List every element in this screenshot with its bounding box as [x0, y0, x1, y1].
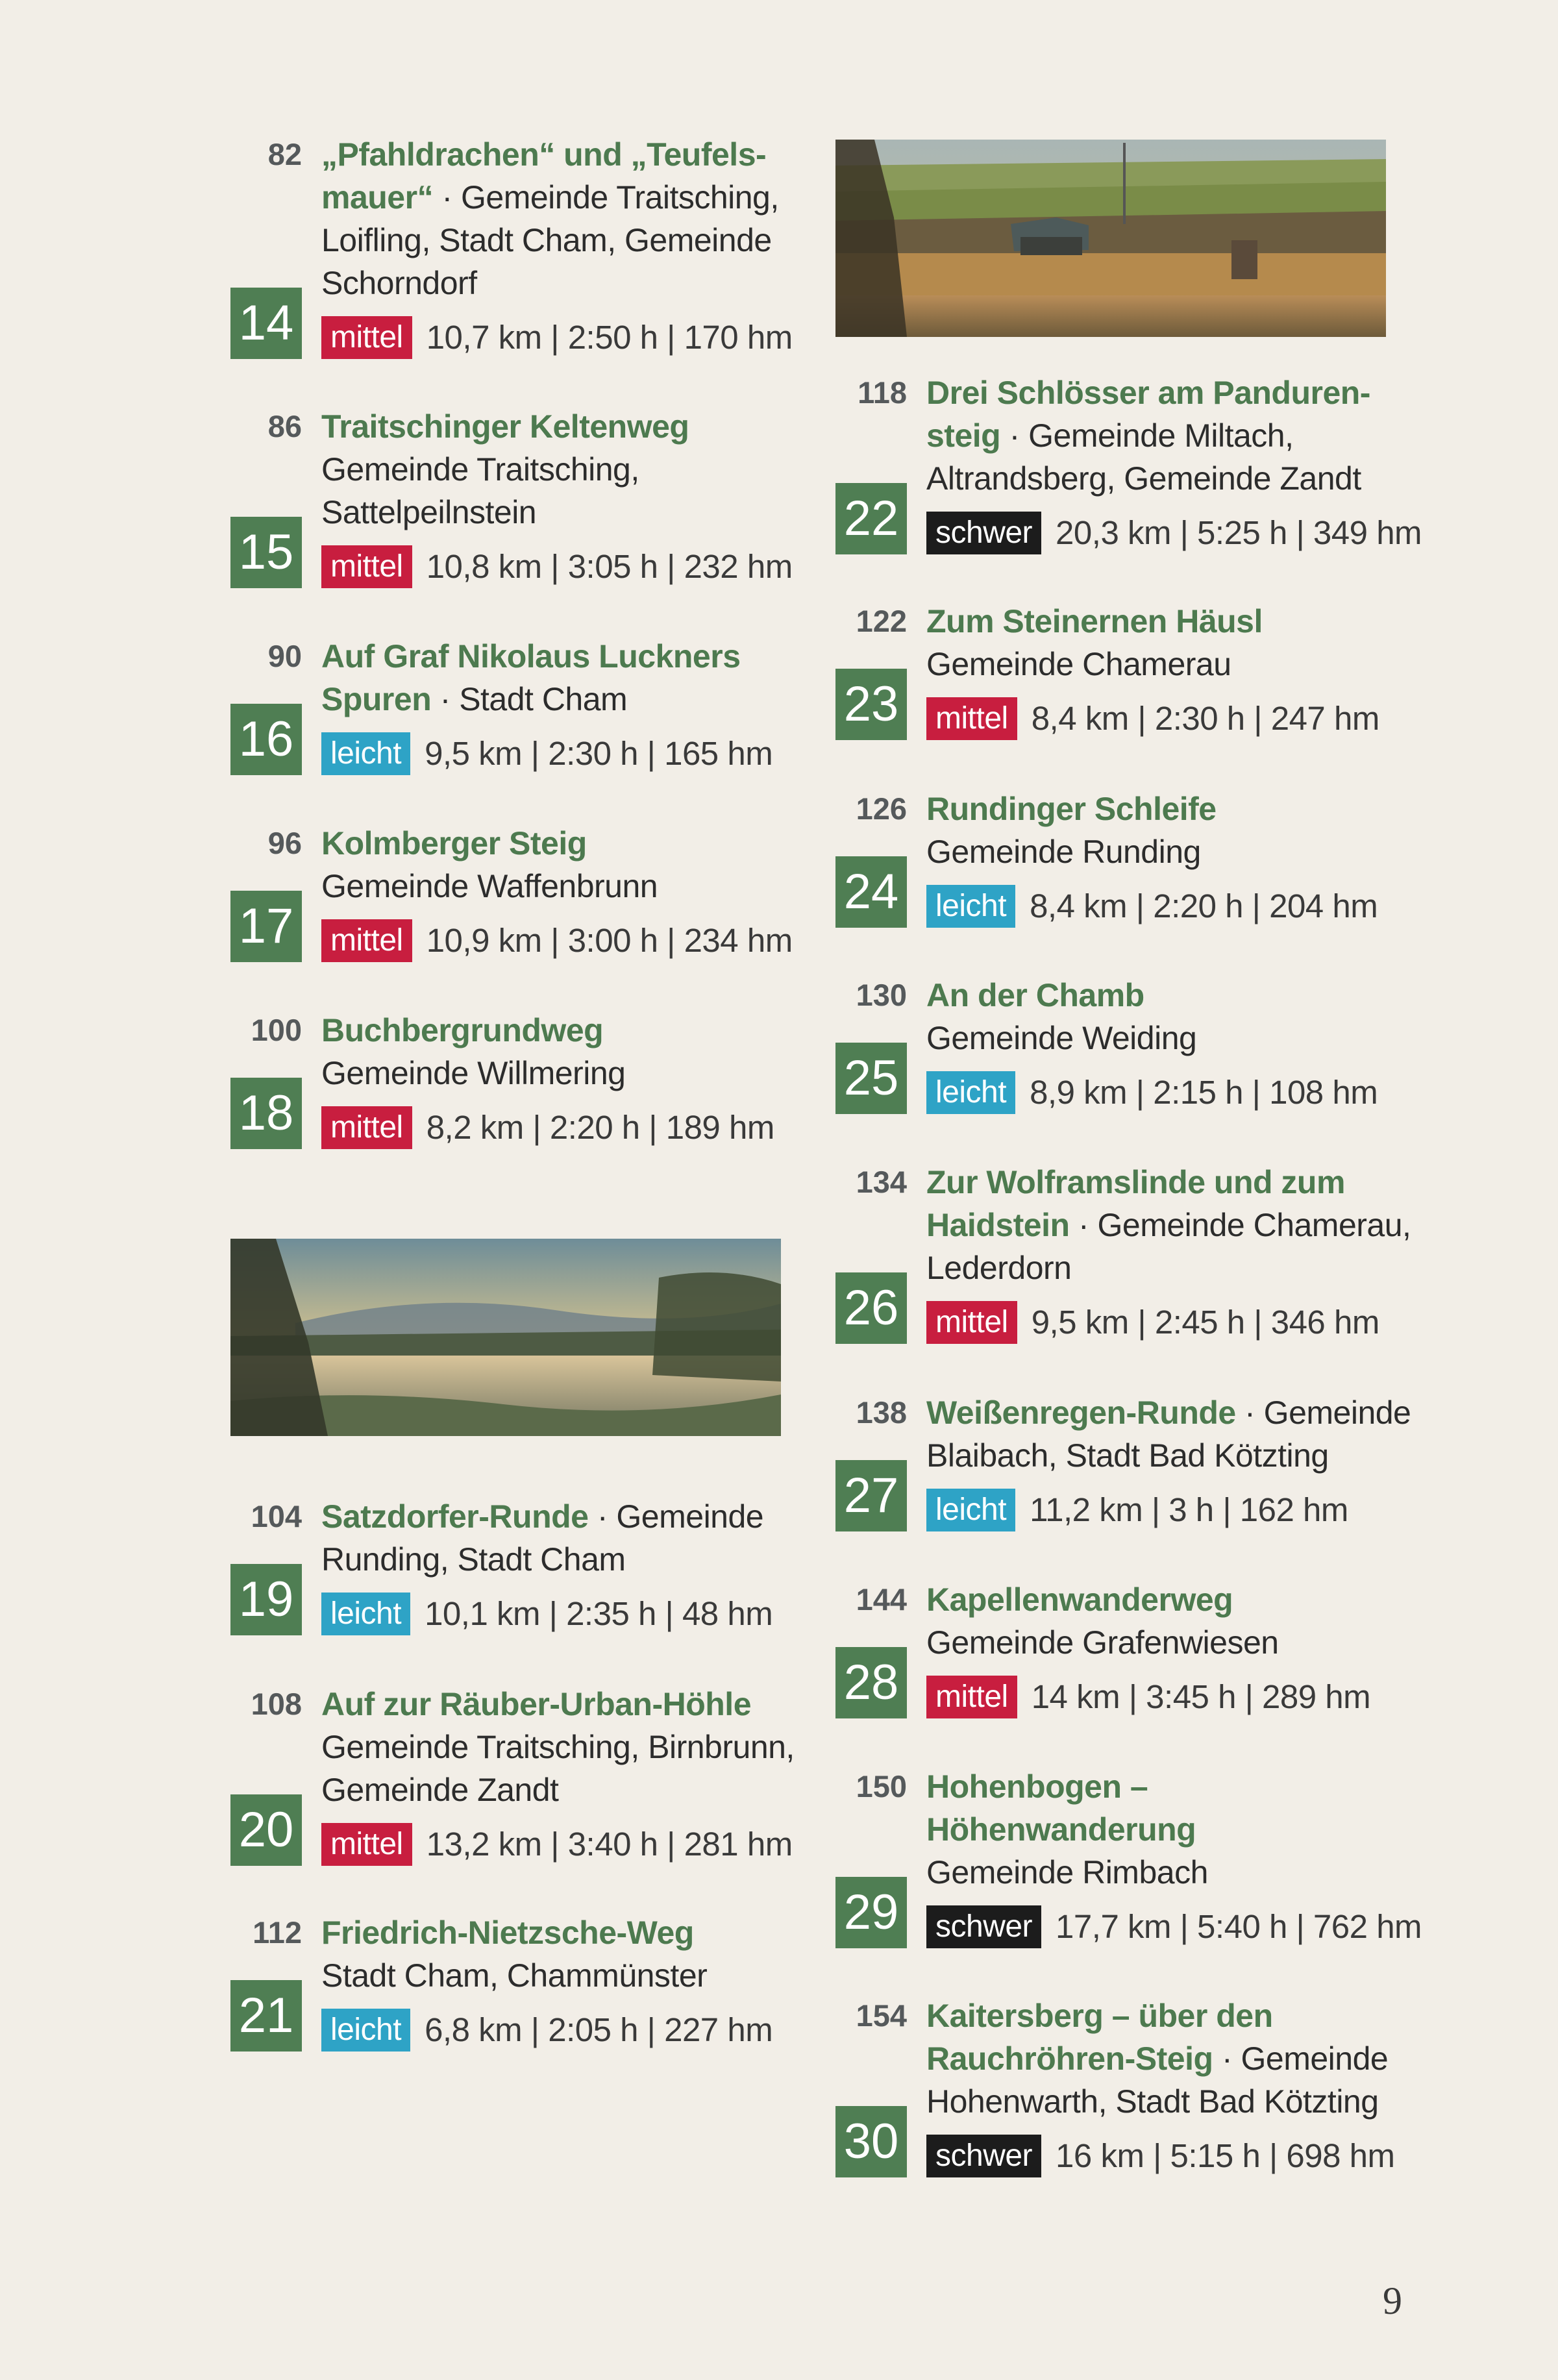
tour-title: An der Chamb: [926, 977, 1144, 1013]
tour-text-line: [926, 1434, 1407, 1477]
tour-title: Zum Steinernen Häusl: [926, 603, 1263, 639]
tour-description: [926, 371, 1422, 554]
tour-title: mauer“: [321, 179, 434, 216]
tour-description: [321, 1911, 802, 2052]
tour-stats: 10,8 km | 3:05 h | 232 hm: [426, 548, 793, 585]
tour-description: [926, 1161, 1411, 1344]
tour-page-number: 122: [856, 604, 907, 638]
tour-text-line: [926, 600, 1407, 643]
difficulty-badge: leicht: [926, 885, 1015, 928]
tour-text-line: [321, 822, 802, 865]
tour-text-line: [926, 457, 1407, 500]
tour-number-box: 17: [230, 891, 302, 962]
tour-text-line: [321, 133, 802, 176]
tour-location: Gemeinde: [1263, 1395, 1411, 1431]
tour-number-box: 27: [835, 1460, 907, 1531]
tour-page-number: 134: [856, 1165, 907, 1199]
difficulty-badge: mittel: [321, 545, 412, 588]
tour-text-line: [926, 414, 1407, 457]
tour-title: Haidstein: [926, 1207, 1070, 1243]
tour-stats: 10,7 km | 2:50 h | 170 hm: [426, 319, 793, 356]
tour-text-line: [321, 865, 802, 908]
tour-stats: 16 km | 5:15 h | 698 hm: [1056, 2137, 1395, 2174]
tour-stats-row: [321, 919, 802, 962]
tour-stats-row: [926, 697, 1407, 740]
difficulty-badge: schwer: [926, 512, 1041, 554]
difficulty-badge: schwer: [926, 2135, 1041, 2177]
tour-description: [926, 1578, 1407, 1718]
tour-title: Weißenregen-Runde: [926, 1395, 1236, 1431]
difficulty-badge: mittel: [321, 1106, 412, 1149]
tour-description: [926, 787, 1407, 928]
tour-description: [926, 1765, 1422, 1948]
tour-stats-row: [321, 1593, 802, 1635]
tour-stats-row: [321, 1106, 802, 1149]
tour-page-number: 108: [251, 1687, 302, 1721]
tour-title: Kapellenwanderweg: [926, 1581, 1233, 1618]
difficulty-badge: leicht: [926, 1489, 1015, 1531]
tour-title: Auf zur Räuber-Urban-Höhle: [321, 1686, 751, 1722]
tour-location: Stadt Cham: [459, 681, 628, 717]
tour-text-line: [321, 491, 802, 534]
tour-stats: 20,3 km | 5:25 h | 349 hm: [1056, 514, 1422, 551]
tour-text-line: [321, 635, 802, 678]
tour-stats: 10,1 km | 2:35 h | 48 hm: [425, 1595, 773, 1632]
tour-location: Gemeinde Rimbach: [926, 1854, 1208, 1890]
tour-text-line: [321, 1052, 802, 1095]
tour-title: Friedrich-Nietzsche-Weg: [321, 1915, 694, 1951]
difficulty-badge: mittel: [321, 919, 412, 962]
tour-text-line: [321, 1911, 802, 1954]
tour-stats-row: [321, 316, 802, 359]
tour-title: Kolmberger Steig: [321, 825, 587, 862]
tour-stats-row: [321, 2009, 802, 2052]
tour-location: Gemeinde Traitsching,: [461, 179, 779, 216]
tour-text-line: [321, 678, 802, 721]
tour-stats: 6,8 km | 2:05 h | 227 hm: [425, 2011, 773, 2048]
tour-location: Loifling, Stadt Cham, Gemeinde: [321, 222, 772, 258]
tour-stats-row: [926, 512, 1422, 554]
difficulty-badge: mittel: [926, 1676, 1017, 1718]
tour-stats: 8,2 km | 2:20 h | 189 hm: [426, 1109, 774, 1146]
tour-text-line: [321, 1495, 802, 1538]
tour-stats: 17,7 km | 5:40 h | 762 hm: [1056, 1908, 1422, 1945]
tour-location: Gemeinde Grafenwiesen: [926, 1624, 1279, 1661]
tour-text-line: [926, 1161, 1407, 1204]
tour-title: steig: [926, 417, 1001, 454]
tour-text-line: [926, 1017, 1407, 1060]
difficulty-badge: mittel: [321, 316, 412, 359]
tour-text-line: [926, 1391, 1411, 1434]
tour-number-box: 19: [230, 1564, 302, 1635]
title-separator: ·: [1069, 1207, 1098, 1243]
title-separator: ·: [431, 681, 460, 717]
tour-text-line: [926, 2080, 1407, 2123]
tour-text-line: [926, 643, 1407, 686]
tour-stats-row: [926, 1489, 1407, 1531]
tour-location: Gemeinde Miltach,: [1028, 417, 1294, 454]
tour-number-box: 16: [230, 704, 302, 775]
photo-misty-river: [230, 1239, 781, 1436]
tour-page-number: 100: [251, 1013, 302, 1047]
tour-location: Gemeinde Traitsching, Birnbrunn,: [321, 1729, 795, 1765]
tour-stats-row: [926, 1676, 1407, 1718]
difficulty-badge: mittel: [926, 697, 1017, 740]
tour-page-number: 130: [856, 978, 907, 1012]
tour-location: Gemeinde Willmering: [321, 1055, 626, 1091]
tour-description: [321, 635, 802, 775]
tour-description: [926, 974, 1407, 1114]
tour-text-line: [926, 830, 1407, 873]
tour-number-box: 20: [230, 1794, 302, 1866]
tour-description: [926, 1994, 1407, 2177]
tour-description: [926, 1391, 1411, 1531]
tour-text-line: [321, 448, 802, 491]
tour-page-number: 82: [267, 137, 302, 171]
tour-title: Satzdorfer-Runde: [321, 1498, 589, 1535]
page-number: 9: [1383, 2279, 1402, 2322]
tour-location: Gemeinde: [1241, 2040, 1389, 2077]
difficulty-badge: leicht: [926, 1071, 1015, 1114]
tour-page-number: 112: [253, 1915, 302, 1950]
tour-text-line: [926, 1808, 1407, 1851]
tour-text-line: [321, 1726, 802, 1768]
tour-title: Buchbergrundweg: [321, 1012, 604, 1048]
tour-number-box: 25: [835, 1043, 907, 1114]
tour-title: Traitschinger Keltenweg: [321, 408, 689, 445]
tour-description: [321, 133, 802, 359]
tour-text-line: [321, 176, 802, 219]
tour-location: Lederdorn: [926, 1250, 1072, 1286]
tour-number-box: 29: [835, 1877, 907, 1948]
tour-location: Gemeinde Chamerau,: [1097, 1207, 1411, 1243]
tour-text-line: [321, 1768, 802, 1811]
difficulty-badge: mittel: [926, 1301, 1017, 1344]
tour-text-line: [926, 1621, 1407, 1664]
tour-page-number: 154: [856, 1998, 907, 2033]
tour-stats: 8,4 km | 2:20 h | 204 hm: [1030, 887, 1378, 924]
tour-number-box: 26: [835, 1272, 907, 1344]
tour-stats-row: [926, 2135, 1407, 2177]
tour-location: Hohenwarth, Stadt Bad Kötzting: [926, 2083, 1379, 2120]
title-separator: ·: [433, 179, 462, 216]
tour-stats: 9,5 km | 2:45 h | 346 hm: [1031, 1304, 1379, 1341]
tour-description: [321, 405, 802, 588]
tour-text-line: [321, 1009, 802, 1052]
tour-stats: 11,2 km | 3 h | 162 hm: [1030, 1491, 1348, 1528]
tour-stats-row: [926, 885, 1407, 928]
tour-text-line: [926, 787, 1407, 830]
tour-location: Stadt Cham, Chammünster: [321, 1957, 708, 1994]
tour-title: Kaitersberg – über den: [926, 1998, 1273, 2034]
tour-title: Rauchröhren-Steig: [926, 2040, 1213, 2077]
tour-stats: 9,5 km | 2:30 h | 165 hm: [425, 735, 773, 772]
tour-number-box: 21: [230, 1980, 302, 2052]
tour-page-number: 118: [858, 375, 907, 410]
tour-page-number: 90: [267, 639, 302, 673]
tour-location: Gemeinde Weiding: [926, 1020, 1197, 1056]
tour-page-number: 96: [267, 826, 302, 860]
tour-number-box: 18: [230, 1078, 302, 1149]
tour-location: Blaibach, Stadt Bad Kötzting: [926, 1437, 1329, 1474]
tour-page-number: 144: [856, 1582, 907, 1617]
tour-number-box: 23: [835, 669, 907, 740]
tour-text-line: [321, 1538, 802, 1581]
tour-page-number: 126: [856, 791, 907, 826]
tour-stats-row: [926, 1301, 1407, 1344]
tour-stats-row: [321, 1823, 802, 1866]
tour-text-line: [926, 1994, 1407, 2037]
tour-location: Gemeinde Traitsching,: [321, 451, 639, 488]
tour-number-box: 14: [230, 288, 302, 359]
tour-description: [321, 1683, 802, 1866]
tour-title: Höhenwanderung: [926, 1811, 1196, 1848]
tour-location: Gemeinde Zandt: [321, 1772, 559, 1808]
tour-stats-row: [321, 545, 802, 588]
tour-location: Gemeinde Runding: [926, 834, 1201, 870]
tour-stats-row: [321, 732, 802, 775]
tour-text-line: [321, 262, 802, 304]
tour-location: Runding, Stadt Cham: [321, 1541, 626, 1578]
tour-stats: 8,4 km | 2:30 h | 247 hm: [1031, 700, 1379, 737]
tour-text-line: [321, 405, 802, 448]
tour-title: Auf Graf Nikolaus Luckners: [321, 638, 741, 675]
tour-page-number: 86: [267, 409, 302, 443]
tour-text-line: [926, 1851, 1407, 1894]
tour-number-box: 24: [835, 856, 907, 928]
tour-page-number: 104: [251, 1499, 302, 1533]
tour-description: [321, 822, 802, 962]
tour-title: Drei Schlösser am Panduren-: [926, 375, 1370, 411]
tour-page-number: 138: [856, 1395, 907, 1430]
tour-description: [321, 1495, 802, 1635]
tour-stats-row: [926, 1071, 1407, 1114]
tour-title: „Pfahldrachen“ und „Teufels-: [321, 136, 767, 173]
tour-title: Spuren: [321, 681, 432, 717]
tour-number-box: 30: [835, 2106, 907, 2177]
photo-pond-boathouse: [835, 140, 1386, 337]
tour-text-line: [321, 1683, 802, 1726]
title-separator: ·: [1213, 2040, 1241, 2077]
difficulty-badge: mittel: [321, 1823, 412, 1866]
tour-text-line: [926, 1578, 1407, 1621]
tour-title: Hohenbogen –: [926, 1768, 1148, 1805]
tour-location: Gemeinde: [616, 1498, 764, 1535]
tour-stats: 13,2 km | 3:40 h | 281 hm: [426, 1826, 793, 1863]
title-separator: ·: [1000, 417, 1029, 454]
difficulty-badge: leicht: [321, 732, 410, 775]
title-separator: ·: [588, 1498, 617, 1535]
tour-title: Rundinger Schleife: [926, 791, 1217, 827]
tour-text-line: [926, 371, 1407, 414]
tour-page-number: 150: [856, 1769, 907, 1804]
tour-stats-row: [926, 1905, 1422, 1948]
tour-text-line: [926, 1765, 1407, 1808]
tour-text-line: [926, 2037, 1407, 2080]
tour-location: Altrandsberg, Gemeinde Zandt: [926, 460, 1361, 497]
tour-description: [321, 1009, 802, 1149]
title-separator: ·: [1235, 1395, 1264, 1431]
tour-stats: 14 km | 3:45 h | 289 hm: [1031, 1678, 1371, 1715]
difficulty-badge: schwer: [926, 1905, 1041, 1948]
tour-location: Schorndorf: [321, 265, 477, 301]
tour-stats: 10,9 km | 3:00 h | 234 hm: [426, 922, 793, 959]
tour-text-line: [926, 1246, 1407, 1289]
tour-number-box: 28: [835, 1647, 907, 1718]
tour-text-line: [321, 219, 802, 262]
tour-location: Gemeinde Waffenbrunn: [321, 868, 658, 904]
tour-description: [926, 600, 1407, 740]
tour-text-line: [321, 1954, 802, 1997]
tour-text-line: [926, 1204, 1411, 1246]
difficulty-badge: leicht: [321, 1593, 410, 1635]
tour-location: Gemeinde Chamerau: [926, 646, 1231, 682]
difficulty-badge: leicht: [321, 2009, 410, 2052]
tour-number-box: 22: [835, 483, 907, 554]
tour-number-box: 15: [230, 517, 302, 588]
tour-title: Zur Wolframslinde und zum: [926, 1164, 1345, 1200]
tour-location: Sattelpeilnstein: [321, 494, 537, 530]
tour-stats: 8,9 km | 2:15 h | 108 hm: [1030, 1074, 1378, 1111]
tour-text-line: [926, 974, 1407, 1017]
